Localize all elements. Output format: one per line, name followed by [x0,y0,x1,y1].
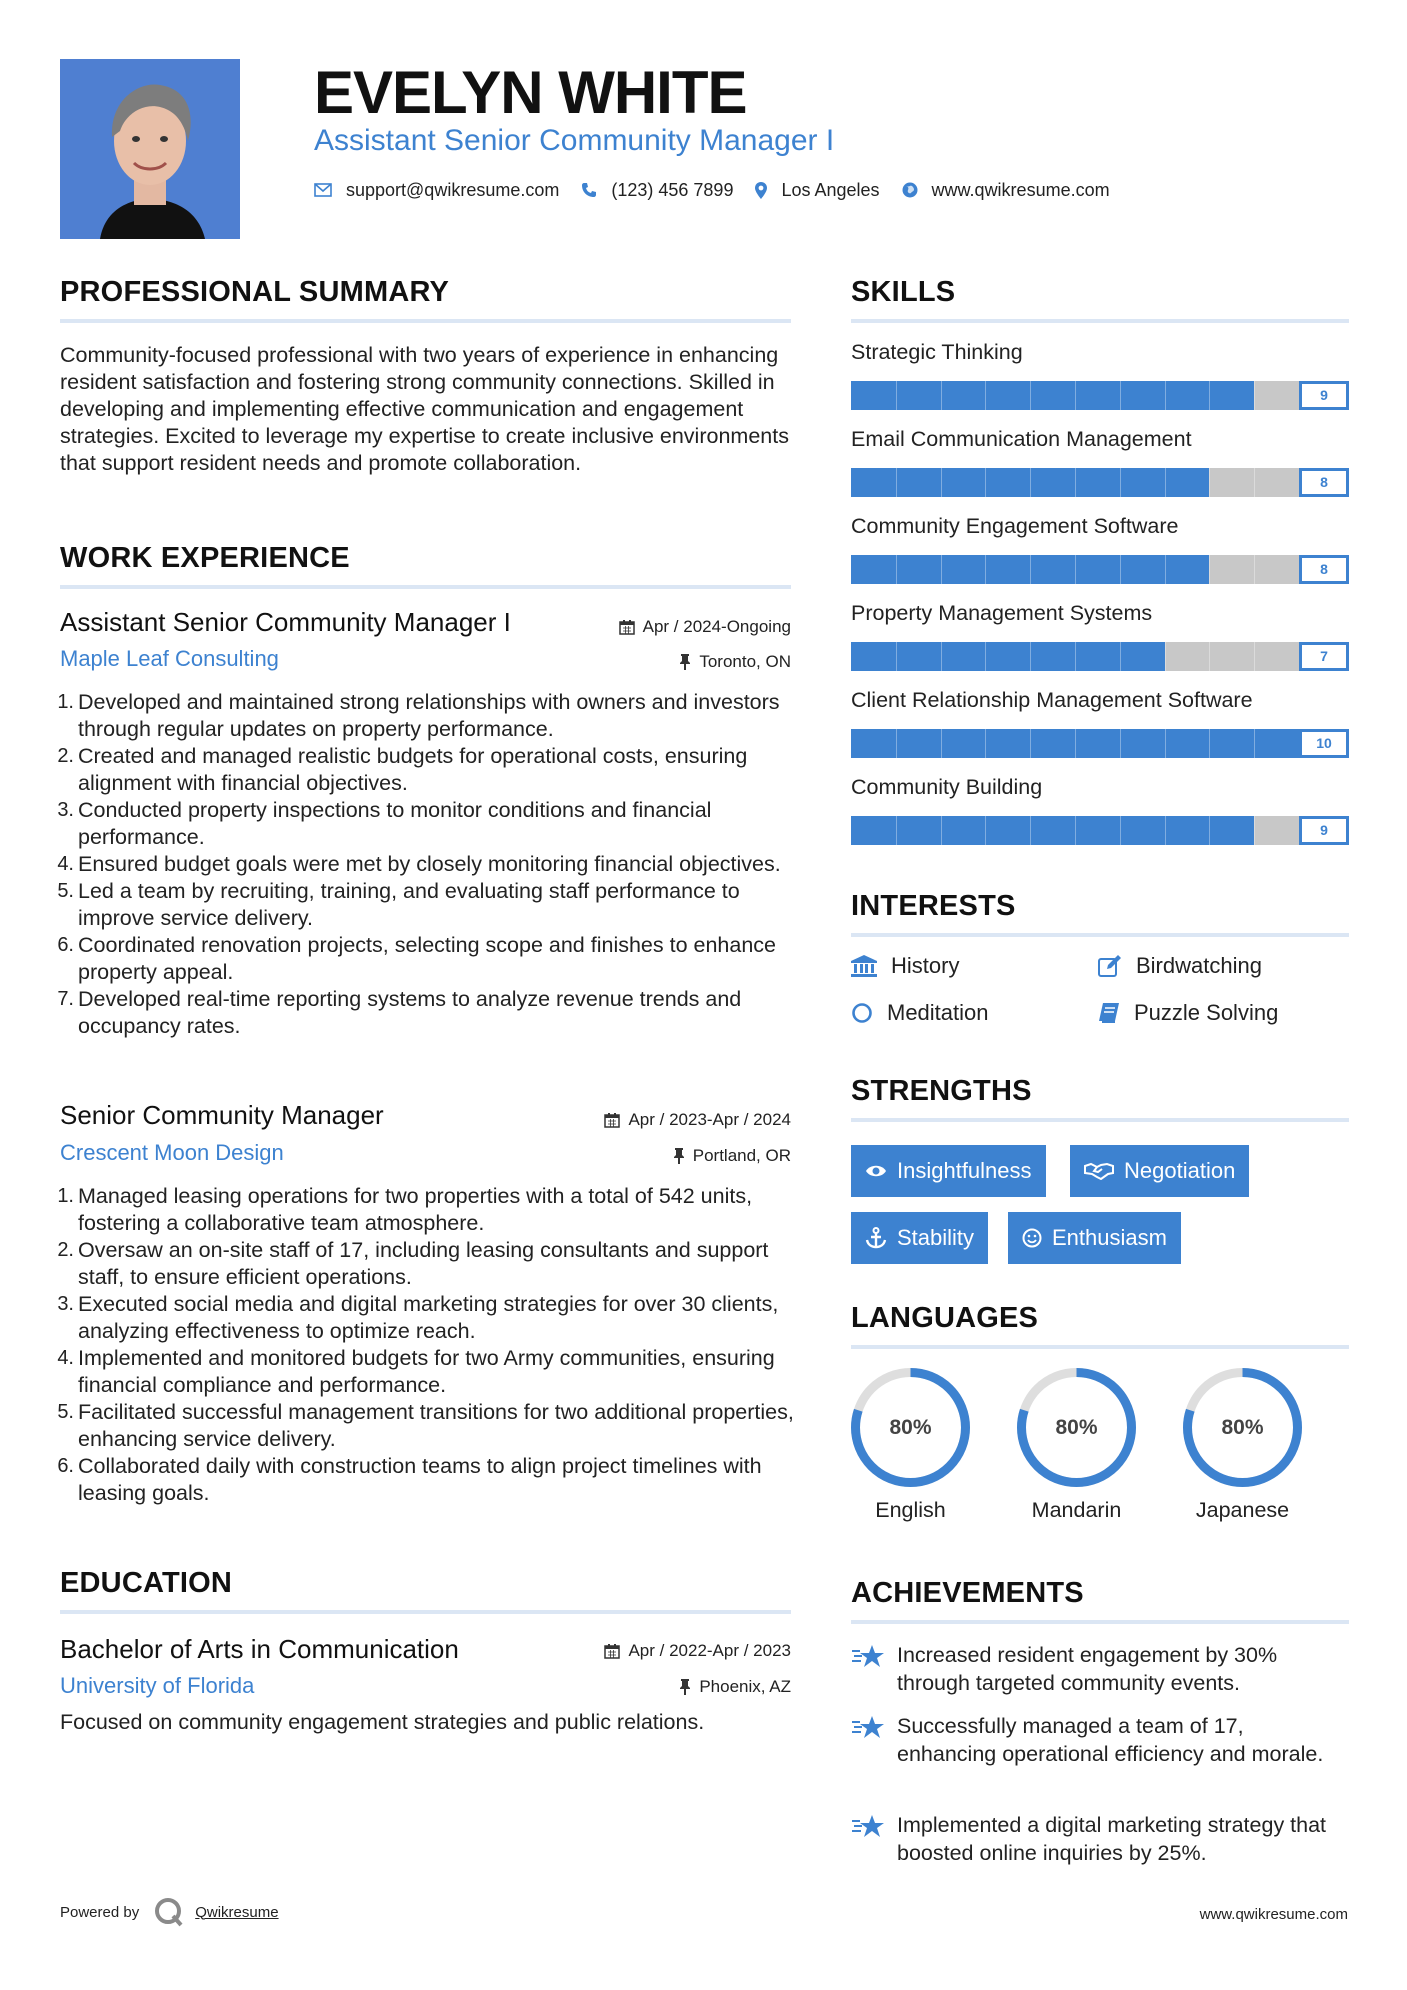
languages-heading: LANGUAGES [851,1302,1039,1334]
achievement-item [851,1811,1341,1867]
skill-bar-fill [851,381,1254,410]
skill-bar-segment [896,729,897,758]
shooting-star-icon [851,1714,885,1740]
skill-bar-segment [941,468,942,497]
bullet-text: Developed real-time reporting systems to analyze revenue trends and occupancy rates. [78,987,742,1038]
smile-icon [1022,1228,1042,1248]
job-company: Maple Leaf Consulting [60,646,279,671]
bullet-number: 2. [57,1239,74,1261]
bullet-number: 3. [57,1293,74,1315]
achievement-item [851,1641,1341,1697]
skill-bar [851,642,1349,671]
education-rule [60,1610,791,1614]
skill-score: 10 [1299,729,1349,758]
bullet-number: 5. [57,1401,74,1423]
language-item [1014,1365,1139,1522]
contact-bar [314,178,1132,202]
bullet-item [57,851,800,878]
bullet-text: Facilitated successful management transitions for two additional properties, enhancing service delivery. [78,1400,794,1451]
skills-heading: SKILLS [851,276,956,308]
bullet-text: Oversaw an on-site staff of 17, including leasing consultants and support staff, to ensure efficient operations. [78,1238,769,1289]
bullet-text: Conducted property inspections to monitor conditions and financial performance. [78,798,712,849]
skill-bar-fill [851,816,1254,845]
interest-item-meditation [851,1000,989,1026]
skill-bar-segment [1120,816,1121,845]
handshake-icon [1084,1162,1114,1180]
bullet-item [57,1291,800,1345]
interest-item-history [851,953,959,979]
bank-icon [851,955,877,977]
job-location-text: Portland, OR [692,1146,791,1165]
language-item [848,1365,973,1522]
bullet-text: Collaborated daily with construction teams to align project timelines with leasing goals. [78,1454,762,1505]
skill-bar-segment [896,468,897,497]
envelope-icon [314,183,332,197]
bullet-number: 1. [57,691,74,713]
skill-bar-segment [896,381,897,410]
bullet-text: Ensured budget goals were met by closely monitoring financial objectives. [78,852,781,876]
skill-bar [851,729,1349,758]
school-name: University of Florida [60,1673,255,1698]
achievement-item [851,1712,1341,1768]
skill-score: 9 [1299,381,1349,410]
language-percent: 80% [1221,1416,1264,1439]
skill-bar-segment [1075,816,1076,845]
language-name: English [875,1498,946,1522]
skill-bar-segment [941,642,942,671]
interests-heading: INTERESTS [851,890,1016,922]
strength-label: Stability [897,1225,975,1250]
interests-rule [851,933,1349,937]
skill-bar-segment [1165,468,1166,497]
skill-score: 7 [1299,642,1349,671]
bullet-item [57,797,800,851]
skill-bar-segment [1165,642,1166,671]
pushpin-icon [679,1679,691,1695]
bullet-item [57,689,800,743]
candidate-headline: Assistant Senior Community Manager I [314,124,835,157]
skill-label: Client Relationship Management Software [851,688,1253,712]
skill-bar-segment [1209,555,1210,584]
skill-bar-segment [896,642,897,671]
skill-bar-segment [1209,816,1210,845]
skill-score: 9 [1299,816,1349,845]
strength-label: Enthusiasm [1052,1225,1167,1250]
calendar-icon [604,1112,620,1128]
candidate-name: EVELYN WHITE [314,59,747,126]
language-name: Mandarin [1031,1498,1122,1522]
skill-bar-segment [1120,381,1121,410]
education-location-text: Phoenix, AZ [699,1677,791,1696]
achievement-text: Increased resident engagement by 30% through targeted community events. [897,1643,1278,1695]
email-text: support@qwikresume.com [346,179,560,200]
skill-bar [851,816,1349,845]
contact-location [755,180,879,201]
job-bullets [57,1183,800,1507]
skill-bar-segment [1120,642,1121,671]
skill-label: Property Management Systems [851,601,1153,625]
interest-item-birdwatching [1098,953,1262,979]
skill-bar-segment [1120,555,1121,584]
skill-bar-segment [1075,729,1076,758]
summary-text: Community-focused professional with two years of experience in enhancing resident satisfaction and fostering strong community connections. Skilled in developing and implementing effective communication and engagement strategies. Excited to leverage my expertise to create inclusive environments that support resident needs and promote collaboration. [60,343,789,475]
bullet-number: 7. [57,988,74,1010]
skill-bar-segment [1209,642,1210,671]
job-title: Senior Community Manager [60,1100,384,1130]
bullet-item [57,1183,800,1237]
bullet-text: Developed and maintained strong relationships with owners and investors through regular updates on property performance. [78,690,780,741]
skill-bar-segment [1075,642,1076,671]
bullet-item [57,1399,800,1453]
bullet-text: Managed leasing operations for two properties with a total of 542 units, fostering a collaborative team atmosphere. [78,1184,753,1235]
bullet-text: Led a team by recruiting, training, and evaluating staff performance to improve service delivery. [78,879,740,930]
degree-title: Bachelor of Arts in Communication [60,1634,459,1664]
experience-heading: WORK EXPERIENCE [60,542,350,574]
bullet-item [57,743,800,797]
circle-icon [851,1002,873,1024]
bullet-text: Created and managed realistic budgets for operational costs, ensuring alignment with financial objectives. [78,744,748,795]
strengths-heading: STRENGTHS [851,1075,1032,1107]
achievements-rule [851,1620,1349,1624]
footer-website[interactable]: www.qwikresume.com [1199,1906,1348,1923]
calendar-icon [604,1643,620,1659]
education-date-text: Apr / 2022-Apr / 2023 [628,1641,791,1660]
strengths-rule [851,1118,1349,1122]
skill-bar-segment [985,729,986,758]
edit-icon [1098,955,1122,977]
powered-by-text: Powered by [60,1903,140,1921]
skill-bar-segment [1120,729,1121,758]
skill-bar-segment [985,555,986,584]
bullet-text: Implemented and monitored budgets for two Army communities, ensuring financial compliance and performance. [78,1346,775,1397]
skill-bar-segment [1165,555,1166,584]
skill-bar-segment [1254,729,1255,758]
achievement-text: Successfully managed a team of 17, enhancing operational efficiency and morale. [897,1714,1324,1766]
job-date-text: Apr / 2024-Ongoing [642,617,791,636]
summary-heading: PROFESSIONAL SUMMARY [60,276,450,308]
strength-chip-stability [851,1212,988,1264]
strength-label: Negotiation [1124,1158,1236,1183]
skill-label: Strategic Thinking [851,340,1023,364]
skill-bar-segment [1075,555,1076,584]
skill-bar-segment [896,555,897,584]
bullet-number: 1. [57,1185,74,1207]
contact-website[interactable] [902,180,1110,201]
bullet-item [57,1453,800,1507]
job-location [679,652,791,672]
qwikresume-logo-icon [153,1896,185,1928]
skill-bar-fill [851,642,1165,671]
language-item [1180,1365,1305,1522]
skill-bar-segment [1254,381,1255,410]
skill-bar-segment [1209,468,1210,497]
footer-powered-by [60,1896,279,1928]
job-bullets [57,689,800,1040]
eye-icon [865,1164,887,1178]
skill-bar-segment [985,642,986,671]
education-heading: EDUCATION [60,1567,233,1599]
skill-bar [851,381,1349,410]
shooting-star-icon [851,1643,885,1669]
skill-bar-segment [1030,555,1031,584]
bullet-number: 5. [57,880,74,902]
pushpin-icon [679,654,691,670]
bullet-item [57,932,800,986]
skill-bar-segment [1120,468,1121,497]
skill-bar-segment [1165,816,1166,845]
location-text: Los Angeles [781,179,880,200]
education-description: Focused on community engagement strategies and public relations. [60,1710,705,1734]
job-date [619,617,791,637]
skill-bar-segment [896,816,897,845]
phone-text: (123) 456 7899 [611,179,734,200]
interest-label: History [891,953,960,978]
skill-bar-segment [941,381,942,410]
shooting-star-icon [851,1813,885,1839]
contact-phone[interactable] [581,180,733,201]
achievements-heading: ACHIEVEMENTS [851,1577,1084,1609]
achievement-text: Implemented a digital marketing strategy that boosted online inquiries by 25%. [897,1813,1327,1865]
skill-bar-segment [1254,468,1255,497]
anchor-icon [865,1227,887,1249]
bullet-number: 4. [57,1347,74,1369]
interest-label: Birdwatching [1136,953,1262,978]
job-location [673,1146,791,1166]
interest-label: Meditation [887,1000,989,1025]
interest-item-puzzle-solving [1098,1000,1278,1026]
bullet-item [57,986,800,1040]
skill-bar [851,555,1349,584]
skill-bar [851,468,1349,497]
brand-link[interactable]: Qwikresume [195,1903,279,1921]
bullet-item [57,878,800,932]
language-donut [1014,1365,1139,1490]
skill-bar-segment [1165,381,1166,410]
skill-bar-segment [985,468,986,497]
strength-label: Insightfulness [897,1158,1032,1183]
skill-score: 8 [1299,555,1349,584]
skill-bar-segment [1030,642,1031,671]
skill-bar-segment [1030,816,1031,845]
skill-bar-segment [1165,729,1166,758]
language-donut [848,1365,973,1490]
job-title: Assistant Senior Community Manager I [60,607,511,637]
skill-bar-segment [1209,729,1210,758]
skills-rule [851,319,1349,323]
profile-photo [60,59,240,239]
skill-score: 8 [1299,468,1349,497]
languages-rule [851,1345,1349,1349]
bullet-number: 6. [57,1455,74,1477]
strength-chip-negotiation [1070,1145,1249,1197]
language-percent: 80% [1055,1416,1098,1439]
calendar-icon [619,619,635,635]
education-date [604,1641,791,1661]
contact-email[interactable] [314,180,559,201]
skill-bar-segment [1254,816,1255,845]
bullet-item [57,1345,800,1399]
experience-rule [60,585,791,589]
bullet-number: 3. [57,799,74,821]
skill-bar-segment [1075,381,1076,410]
bullet-text: Coordinated renovation projects, selecting scope and finishes to enhance property appeal. [78,933,777,984]
skill-bar-segment [985,816,986,845]
bullet-number: 4. [57,853,74,875]
language-percent: 80% [889,1416,932,1439]
education-location [679,1677,791,1697]
book-icon [1098,1002,1120,1024]
pushpin-icon [673,1148,685,1164]
skill-label: Email Communication Management [851,427,1192,451]
skill-label: Community Building [851,775,1043,799]
bullet-item [57,1237,800,1291]
globe-icon [902,182,918,198]
skill-bar-segment [1075,468,1076,497]
skill-bar-fill [851,729,1349,758]
skill-bar-segment [1030,381,1031,410]
strength-chip-enthusiasm [1008,1212,1181,1264]
skill-bar-segment [941,816,942,845]
bullet-number: 2. [57,745,74,767]
skill-bar-segment [1030,468,1031,497]
interest-label: Puzzle Solving [1134,1000,1279,1025]
job-company: Crescent Moon Design [60,1140,284,1165]
summary-rule [60,319,791,323]
skill-bar-segment [941,729,942,758]
job-date [604,1110,791,1130]
bullet-text: Executed social media and digital marketing strategies for over 30 clients, analyzing effectiveness to optimize reach. [78,1292,779,1343]
skill-bar-segment [941,555,942,584]
skill-bar-segment [1030,729,1031,758]
map-pin-icon [755,182,767,199]
website-text: www.qwikresume.com [931,179,1110,200]
phone-icon [581,182,597,198]
language-donut [1180,1365,1305,1490]
skill-bar-segment [1254,642,1255,671]
job-location-text: Toronto, ON [699,652,791,671]
job-date-text: Apr / 2023-Apr / 2024 [628,1110,791,1129]
language-name: Japanese [1195,1498,1290,1522]
skill-bar-segment [1209,381,1210,410]
bullet-number: 6. [57,934,74,956]
skill-label: Community Engagement Software [851,514,1179,538]
skill-bar-segment [985,381,986,410]
skill-bar-segment [1254,555,1255,584]
strength-chip-insightfulness [851,1145,1046,1197]
